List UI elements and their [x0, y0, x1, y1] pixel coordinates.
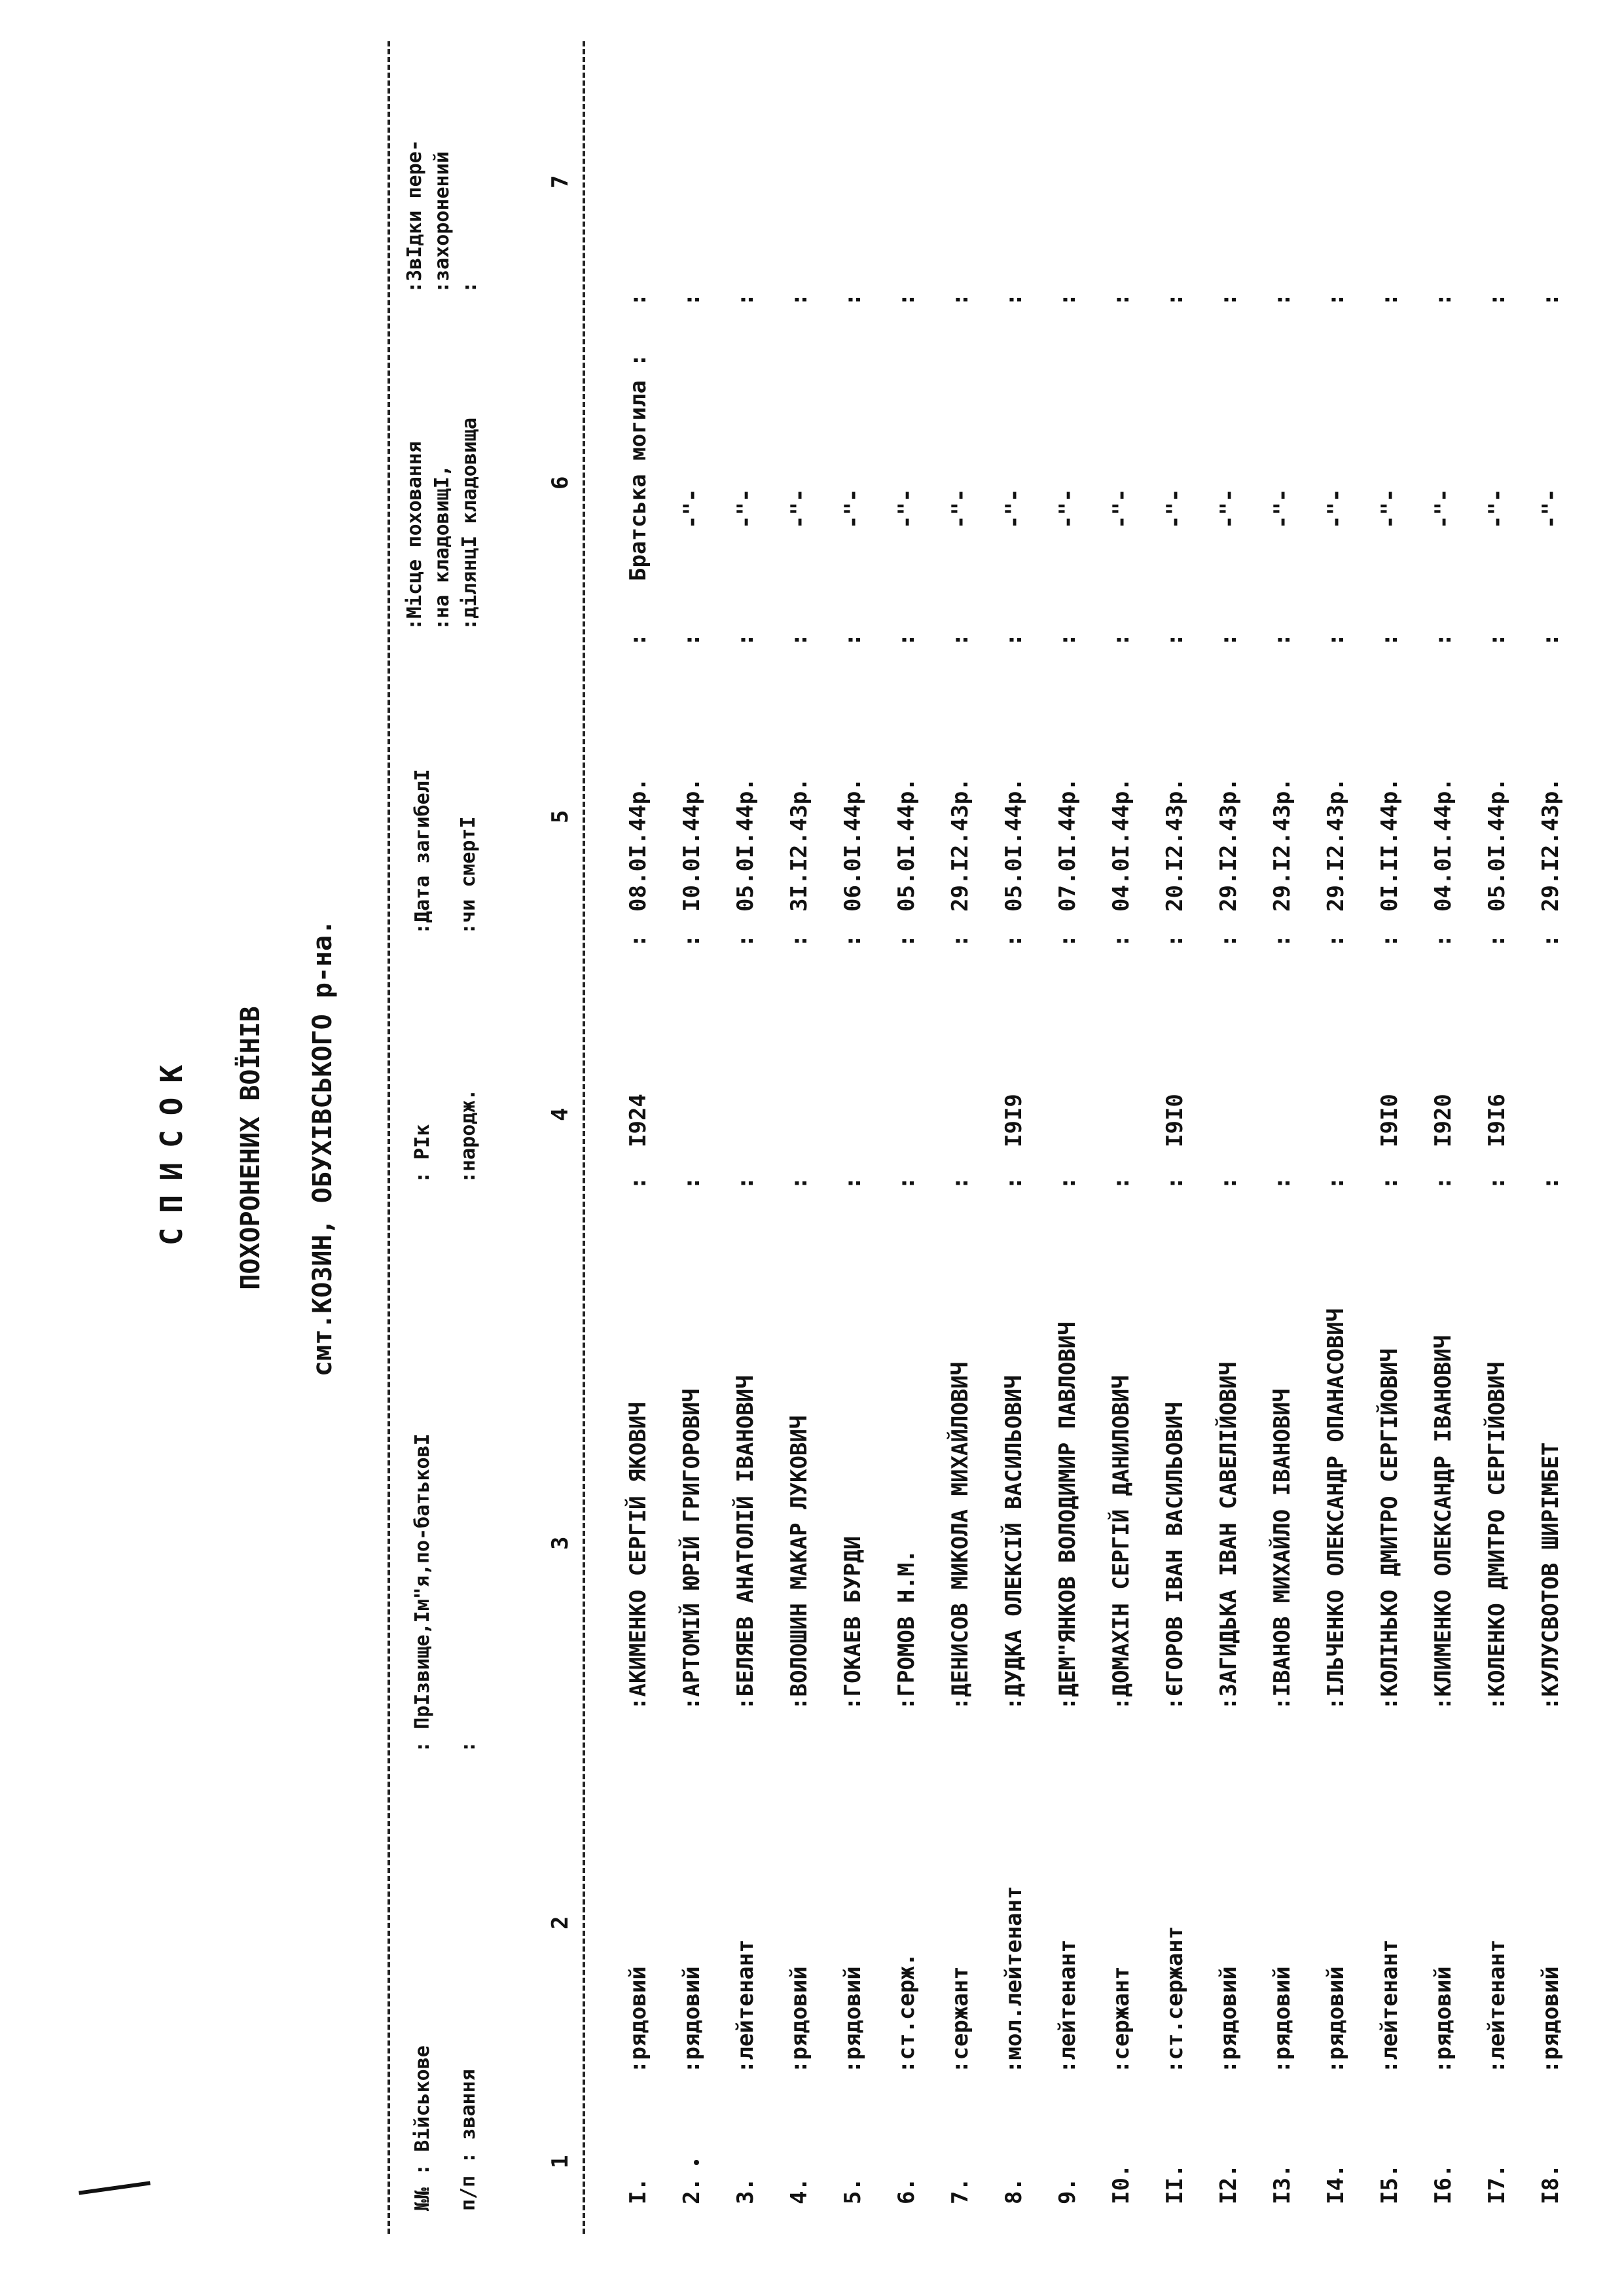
header-death-date: :Дата загибелI: [411, 769, 434, 935]
military-rank: :рядовий: [786, 1966, 812, 2073]
column-separator: :: [1269, 633, 1295, 647]
column-separator: :: [1055, 934, 1081, 948]
column-separator: :: [732, 1176, 759, 1190]
row-number: 5.: [840, 2178, 866, 2204]
column-separator: :: [786, 1176, 812, 1190]
burial-place: -"-: [1484, 488, 1510, 529]
burial-place: -"-: [1377, 488, 1403, 529]
column-separator: :: [1323, 633, 1349, 647]
column-separator: :: [1538, 293, 1564, 306]
column-separator: :: [947, 633, 973, 647]
burial-place: Братська могила :: [625, 353, 651, 581]
death-date: 29.I2.43р.: [1323, 778, 1349, 912]
header-no-rank: №№ : Вiйськове: [411, 2045, 434, 2211]
column-separator: :: [1484, 934, 1510, 948]
header-burial-place-2: :на кладовищI,: [431, 465, 454, 630]
column-separator: :: [625, 1176, 651, 1190]
column-separator: :: [1269, 1176, 1295, 1190]
column-separator: :: [1108, 293, 1134, 306]
column-separator: :: [786, 633, 812, 647]
birth-year: I9I9: [1001, 1094, 1027, 1147]
death-date: 29.I2.43р.: [1269, 778, 1295, 912]
column-number: 3: [547, 1536, 573, 1550]
header-no-rank-2: п/п : звання: [457, 2069, 480, 2211]
birth-year: I9I0: [1377, 1094, 1403, 1147]
column-separator: :: [1055, 293, 1081, 306]
death-date: 29.I2.43р.: [1538, 778, 1564, 912]
military-rank: :сержант: [947, 1966, 973, 2073]
column-separator: :: [947, 934, 973, 948]
birth-year: I9I0: [1162, 1094, 1188, 1147]
military-rank: :рядовий: [1538, 1966, 1564, 2073]
military-rank: :лейтенант: [732, 1939, 759, 2073]
column-separator: :: [1162, 633, 1188, 647]
burial-place: -"-: [893, 488, 920, 529]
column-separator: :: [1108, 934, 1134, 948]
column-separator: :: [1538, 633, 1564, 647]
military-rank: :ст.сержант: [1162, 1926, 1188, 2073]
burial-place: -"-: [840, 488, 866, 529]
military-rank: :рядовий: [1216, 1966, 1242, 2073]
full-name: :ДУДКА ОЛЕКСIЙ ВАСИЛЬОВИЧ: [1001, 1375, 1027, 1710]
column-separator: :: [1108, 633, 1134, 647]
death-date: 04.0I.44р.: [1430, 778, 1456, 912]
column-separator: :: [732, 934, 759, 948]
column-separator: :: [1269, 934, 1295, 948]
column-separator: :: [1001, 1176, 1027, 1190]
row-number: I6.: [1430, 2164, 1456, 2204]
column-separator: :: [840, 1176, 866, 1190]
column-separator: :: [1430, 293, 1456, 306]
column-separator: :: [1323, 293, 1349, 306]
burial-place: -"-: [1216, 488, 1242, 529]
death-date: 04.0I.44р.: [1108, 778, 1134, 912]
column-number: 6: [547, 476, 573, 490]
death-date: I0.0I.44р.: [679, 778, 705, 912]
row-number: I2.: [1216, 2164, 1242, 2204]
column-separator: :: [1055, 633, 1081, 647]
birth-year: I9I6: [1484, 1094, 1510, 1147]
scan-dot: [694, 2160, 699, 2165]
column-separator: :: [1216, 293, 1242, 306]
row-number: I7.: [1484, 2164, 1510, 2204]
full-name: :ДОМАХIН СЕРГIЙ ДАНИЛОВИЧ: [1108, 1375, 1134, 1710]
burial-place: -"-: [1269, 488, 1295, 529]
header-birth-year: : PIк: [411, 1124, 434, 1183]
burial-place: -"-: [679, 488, 705, 529]
full-name: :БЕЛЯЕВ АНАТОЛIЙ IВАНОВИЧ: [732, 1375, 759, 1710]
full-name: :ВОЛОШИН МАКАР ЛУКОВИЧ: [786, 1415, 812, 1710]
birth-year: I920: [1430, 1094, 1456, 1147]
full-name: :АКИМЕНКО СЕРГIЙ ЯКОВИЧ: [625, 1402, 651, 1710]
birth-year: I924: [625, 1094, 651, 1147]
column-number: 2: [547, 1916, 573, 1929]
column-separator: :: [679, 1176, 705, 1190]
military-rank: :ст.серж.: [893, 1952, 920, 2073]
column-separator: :: [1430, 1176, 1456, 1190]
column-separator: :: [893, 1176, 920, 1190]
column-separator: :: [1001, 293, 1027, 306]
full-name: :КОЛIНЬКО ДМИТРО СЕРГIЙОВИЧ: [1377, 1348, 1403, 1710]
header-death-date-2: :чи смертI: [457, 816, 480, 935]
column-number: 4: [547, 1107, 573, 1121]
column-separator: :: [1538, 1176, 1564, 1190]
column-separator: :: [1484, 1176, 1510, 1190]
full-name: :ЗАГИДЬКА IВАН САВЕЛIЙОВИЧ: [1216, 1361, 1242, 1710]
burial-place: -"-: [1538, 488, 1564, 529]
military-rank: :сержант: [1108, 1966, 1134, 2073]
column-separator: :: [1430, 633, 1456, 647]
row-number: 4.: [786, 2178, 812, 2204]
column-separator: :: [1162, 293, 1188, 306]
column-separator: :: [1323, 934, 1349, 948]
row-number: I0.: [1108, 2164, 1134, 2204]
burial-place: -"-: [1108, 488, 1134, 529]
column-separator: :: [625, 934, 651, 948]
burial-place: -"-: [1323, 488, 1349, 529]
death-date: 05.0I.44р.: [1001, 778, 1027, 912]
full-name: :ДЕМ"ЯНКОВ ВОЛОДИМИР ПАВЛОВИЧ: [1055, 1321, 1081, 1710]
row-number: 6.: [893, 2178, 920, 2204]
military-rank: :лейтенант: [1484, 1939, 1510, 2073]
full-name: :ГРОМОВ Н.М.: [893, 1549, 920, 1710]
death-date: 07.0I.44р.: [1055, 778, 1081, 912]
full-name: :ДЕНИСОВ МИКОЛА МИХАЙЛОВИЧ: [947, 1361, 973, 1710]
column-separator: :: [840, 293, 866, 306]
burial-place: -"-: [732, 488, 759, 529]
burial-place: -"-: [1001, 488, 1027, 529]
location-line: смт.КОЗИН, ОБУХІВСЬКОГО р-на.: [308, 919, 338, 1377]
column-separator: :: [679, 934, 705, 948]
death-date: 29.I2.43р.: [947, 778, 973, 912]
header-burial-place-3: :дiлянцI кладовища: [458, 417, 481, 630]
header-separator-rule: [583, 41, 585, 2234]
military-rank: :рядовий: [1269, 1966, 1295, 2073]
column-separator: :: [1538, 934, 1564, 948]
column-separator: :: [947, 293, 973, 306]
column-separator: :: [679, 293, 705, 306]
column-separator: :: [1108, 1176, 1134, 1190]
column-separator: :: [1216, 934, 1242, 948]
death-date: 3I.I2.43р.: [786, 778, 812, 912]
death-date: 20.I2.43р.: [1162, 778, 1188, 912]
full-name: :IЛЬЧЕНКО ОЛЕКСАНДР ОПАНАСОВИЧ: [1323, 1308, 1349, 1710]
row-number: I.: [625, 2178, 651, 2204]
header-name-2: :: [457, 1740, 480, 1753]
header-reburied-from-3: :: [458, 281, 481, 293]
column-separator: :: [1055, 1176, 1081, 1190]
column-separator: :: [893, 934, 920, 948]
full-name: :АРТОМIЙ ЮРIЙ ГРИГОРОВИЧ: [679, 1388, 705, 1710]
military-rank: :рядовий: [1430, 1966, 1456, 2073]
death-date: 05.0I.44р.: [893, 778, 920, 912]
death-date: 06.0I.44р.: [840, 778, 866, 912]
table-top-rule: [388, 41, 390, 2234]
header-reburied-from: :ЗвIдки пере-: [403, 139, 426, 293]
column-separator: :: [1484, 293, 1510, 306]
column-number: 1: [547, 2155, 573, 2168]
death-date: 08.0I.44р.: [625, 778, 651, 912]
column-separator: :: [625, 633, 651, 647]
column-separator: :: [732, 633, 759, 647]
column-separator: :: [1216, 1176, 1242, 1190]
military-rank: :рядовий: [625, 1966, 651, 2073]
death-date: 05.0I.44р.: [1484, 778, 1510, 912]
column-separator: :: [679, 633, 705, 647]
column-separator: :: [1269, 293, 1295, 306]
full-name: :КУЛУСВОТОВ ШИРIМБЕТ: [1538, 1442, 1564, 1710]
column-separator: :: [1162, 1176, 1188, 1190]
column-separator: :: [625, 293, 651, 306]
column-separator: :: [1377, 1176, 1403, 1190]
column-number: 7: [547, 175, 573, 188]
burial-place: -"-: [1430, 488, 1456, 529]
column-separator: :: [732, 293, 759, 306]
death-date: 05.0I.44р.: [732, 778, 759, 912]
column-separator: :: [840, 633, 866, 647]
full-name: :КОЛЕНКО ДМИТРО СЕРГIЙОВИЧ: [1484, 1361, 1510, 1710]
column-separator: :: [1484, 633, 1510, 647]
column-separator: :: [1001, 633, 1027, 647]
row-number: 8.: [1001, 2178, 1027, 2204]
column-separator: :: [1323, 1176, 1349, 1190]
column-separator: :: [1377, 293, 1403, 306]
document-title: СПИСОК: [154, 1050, 189, 1246]
burial-place: -"-: [1055, 488, 1081, 529]
burial-place: -"-: [947, 488, 973, 529]
column-separator: :: [947, 1176, 973, 1190]
row-number: I3.: [1269, 2164, 1295, 2204]
column-separator: :: [840, 934, 866, 948]
document-subtitle: ПОХОРОНЕНИХ ВОЇНІВ: [236, 1006, 266, 1290]
column-separator: :: [1216, 633, 1242, 647]
column-separator: :: [1430, 934, 1456, 948]
row-number: I4.: [1323, 2164, 1349, 2204]
column-separator: :: [1001, 934, 1027, 948]
header-name: : ПрIзвище,Iм"я,по-батьковI: [411, 1433, 434, 1753]
military-rank: :лейтенант: [1055, 1939, 1081, 2073]
death-date: 0I.II.44р.: [1377, 778, 1403, 912]
military-rank: :рядовий: [840, 1966, 866, 2073]
column-number: 5: [547, 810, 573, 823]
full-name: :IВАНОВ МИХАЙЛО IВАНОВИЧ: [1269, 1388, 1295, 1710]
burial-place: -"-: [786, 488, 812, 529]
death-date: 29.I2.43р.: [1216, 778, 1242, 912]
row-number: I8.: [1538, 2164, 1564, 2204]
header-burial-place: :Мiсце поховання: [403, 441, 426, 630]
column-separator: :: [1377, 934, 1403, 948]
full-name: :ЄГОРОВ IВАН ВАСИЛЬОВИЧ: [1162, 1402, 1188, 1710]
row-number: 2.: [679, 2178, 705, 2204]
column-separator: :: [786, 293, 812, 306]
military-rank: :рядовий: [679, 1966, 705, 2073]
header-birth-year-2: :народж.: [457, 1088, 480, 1183]
military-rank: :лейтенант: [1377, 1939, 1403, 2073]
military-rank: :рядовий: [1323, 1966, 1349, 2073]
column-separator: :: [786, 934, 812, 948]
row-number: I5.: [1377, 2164, 1403, 2204]
column-separator: :: [893, 293, 920, 306]
row-number: 3.: [732, 2178, 759, 2204]
row-number: 7.: [947, 2178, 973, 2204]
column-separator: :: [893, 633, 920, 647]
burial-place: -"-: [1162, 488, 1188, 529]
row-number: 9.: [1055, 2178, 1081, 2204]
header-reburied-from-2: :захоронений: [431, 151, 454, 293]
military-rank: :мол.лейтенант: [1001, 1886, 1027, 2073]
column-separator: :: [1162, 934, 1188, 948]
column-separator: :: [1377, 633, 1403, 647]
row-number: II.: [1162, 2164, 1188, 2204]
full-name: :КЛИМЕНКО ОЛЕКСАНДР IВАНОВИЧ: [1430, 1335, 1456, 1710]
full-name: :ГОКАЕВ БУРДИ: [840, 1535, 866, 1710]
